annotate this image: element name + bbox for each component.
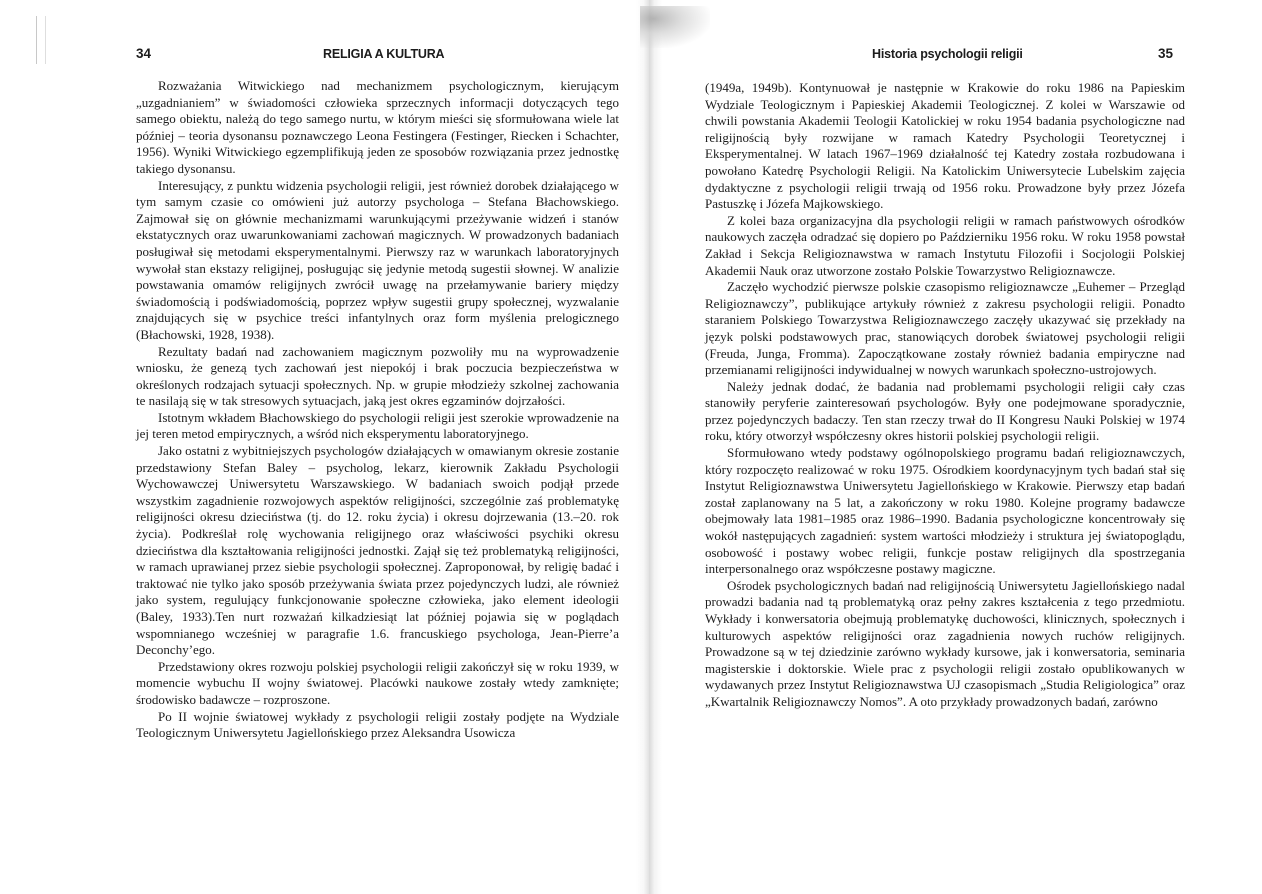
- right-paragraph-3: Należy jednak dodać, że badania nad problemami psychologii religii cały czas stanowiły peryferie zainteresowań psychologów. Były one podejmowane sporadycznie, przez pojedynczych badaczy. Ten stan rzeczy trwał do II Kongresu Nauki Polskiej w 1974 roku, który otworzył współczesny okres historii polskiej psychologii religii.: [705, 378, 1185, 444]
- right-paragraph-1: Z kolei baza organizacyjna dla psychologii religii w ramach państwowych ośrodków naukowych zaczęła odradzać się dopiero po Październiku 1956 roku. W roku 1958 powstał Zakład i Sekcja Religioznawstwa w ramach Instytutu Filozofii i Socjologii Polskiej Akademii Nauk oraz utworzone zostało Polskie Towarzystwo Religioznawcze.: [705, 212, 1185, 278]
- left-paragraph-3: Rezultaty badań nad zachowaniem magicznym pozwoliły mu na wyprowadzenie wniosku, że genezą tych zachowań jest niepokój i brak poczucia bezpieczeństwa w określonych rodzajach sytuacji społecznych. Np. w grupie młodzieży szkolnej zachowania te nasilają się w tak stresowych sytuacjach, jaką jest okres egzaminów dojrzałości.: [136, 343, 619, 409]
- right-page-number: 35: [1158, 46, 1174, 61]
- left-paragraph-5: Jako ostatni z wybitniejszych psychologów działających w omawianym okresie zostanie przedstawiony Stefan Baley – psycholog, lekarz, kierownik Zakładu Psychologii Wychowawczej Uniwersytetu Warszawskiego. W badaniach swoich podjął przede wszystkim zagadnienie rozwojowych aspektów religijności, szczególnie zaś problematykę religijności okresu dzieciństwa (tj. do 12. roku życia) i okresu dojrzewania (13.–20. rok życia). Podkreślał rolę wychowania religijnego oraz właściwości psychiki okresu dzieciństwa dla kształtowania religijności jednostki. Zajął się też problematyką religijności, w ramach uprawianej przez siebie psychologii społecznej. Zaproponował, by religię badać i traktować nie tylko jako sposób przeżywania świata przez pojedynczych ludzi, ale również jako system, regulujący funkcjonowanie społeczne człowieka, jako element ideologii (Baley, 1933).Ten nurt rozważań kilkadziesiąt lat później pojawia się w poglądach wspomnianego wcześniej w paragrafie 1.6. francuskiego psychologa, Jean-Pierre’a Deconchy’ego.: [136, 443, 619, 658]
- right-paragraph-2: Zaczęło wychodzić pierwsze polskie czasopismo religioznawcze „Euhemer – Przegląd Religioznawczy”, publikujące artykuły również z zakresu psychologii religii. Ponadto staraniem Polskiego Towarzystwa Religioznawczego zaczęły ukazywać się przekłady na język polski podstawowych prac, stanowiących dorobek światowej psychologii religii (Freuda, Junga, Fromma). Zapoczątkowane zostały również badania empiryczne nad przemianami religijności indywidualnej w nowych warunkach społeczno-ustrojowych.: [705, 279, 1185, 378]
- right-paragraph-4: Sformułowano wtedy podstawy ogólnopolskiego programu badań religioznawczych, który rozpoczęto realizować w roku 1975. Ośrodkiem koordynacyjnym tych badań stał się Instytut Religioznawstwa Uniwersytetu Jagiellońskiego w Krakowie. Pierwszy etap badań został zaplanowany na 5 lat, a zakończony w roku 1980. Kolejne programy badawcze obejmowały lata 1981–1985 oraz 1986–1990. Badania psychologiczne koncentrowały się wokół następujących zagadnień: system wartości młodzieży i struktura jej światopoglądu, osobowość i postawy wobec religii, funkcje postaw religijnych dla spostrzegania interpersonalnego oraz współczesne postawy magiczne.: [705, 445, 1185, 577]
- left-paragraph-7: Po II wojnie światowej wykłady z psychologii religii zostały podjęte na Wydziale Teologicznym Uniwersytetu Jagiellońskiego przez Aleksandra Usowicza: [136, 708, 619, 741]
- left-running-head: RELIGIA A KULTURA: [323, 47, 445, 61]
- right-paragraph-5: Ośrodek psychologicznych badań nad religijnością Uniwersytetu Jagiellońskiego nadal prowadzi badania nad tą problematyką oraz pełny zakres kształcenia z tego przedmiotu. Wykłady i konwersatoria obejmują problematykę duchowości, klinicznych, społecznych i kulturowych aspektów religijności oraz zagadnienia nowych ruchów religijnych. Prowadzone są w tej dziedzinie zarówno wykłady kursowe, jak i konwersatoria, seminaria magisterskie i doktorskie. Wiele prac z psychologii religii zostało opublikowanych w wydawanych przez Instytut Religioznawstwa UJ czasopismach „Studia Religiologica” oraz „Kwartalnik Religioznawczy Nomos”. A oto przykłady prowadzonych badań, zarówno: [705, 577, 1185, 709]
- left-paragraph-4: Istotnym wkładem Błachowskiego do psychologii religii jest szerokie wprowadzenie na jej teren metod empirycznych, a wśród nich eksperymentu laboratoryjnego.: [136, 409, 619, 442]
- right-running-head: Historia psychologii religii: [872, 47, 1023, 61]
- left-page-body: [136, 78, 619, 742]
- left-paragraph-2: Interesujący, z punktu widzenia psychologii religii, jest również dorobek działającego w tym samym czasie co omówieni już autorzy psychologa – Stefana Błachowskiego. Zajmował się on głównie mechanizmami warunkującymi przeżywanie widzeń i stanów ekstatycznych oraz uwarunkowaniami zachowań magicznych. W prowadzonych badaniach posługiwał się metodami eksperymentalnymi. Pierwszy raz w warunkach laboratoryjnych wywołał stan ekstazy religijnej, posługując się jedynie metodą sugestii słownej. W analizie powstawania omamów religijnych zwrócił uwagę na przełamywanie bariery między świadomością i podświadomością, poprzez wpływ sugestii grupy społecznej, wyzwalanie znajdujących się w psychice treści infantylnych oraz form myślenia prelogicznego (Błachowski, 1928, 1938).: [136, 177, 619, 342]
- left-paragraph-1: Rozważania Witwickiego nad mechanizmem psychologicznym, kierującym „uzgadnianiem” w świadomości człowieka sprzecznych informacji dotyczących tego samego obiektu, należą do tego samego nurtu, w którym mieści się sformułowana wiele lat później – teoria dysonansu poznawczego Leona Festingera (Festinger, Riecken i Schachter, 1956). Wyniki Witwickiego egzemplifikują jeden ze sposobów rozwiązania przez jednostkę takiego dysonansu.: [136, 78, 619, 176]
- right-page-body: [705, 80, 1185, 711]
- left-paragraph-6: Przedstawiony okres rozwoju polskiej psychologii religii zakończył się w roku 1939, w momencie wybuchu II wojny światowej. Placówki naukowe zostały wtedy zamknięte; środowisko badawcze – rozproszone.: [136, 658, 619, 707]
- right-page: [640, 0, 1262, 894]
- right-continuation-paragraph: (1949a, 1949b). Kontynuował je następnie w Krakowie do roku 1986 na Papieskim Wydziale Teologicznym i Papieskiej Akademii Teologicznej. Z kolei w Warszawie od chwili powstania Akademii Teologii Katolickiej w roku 1954 badania psychologiczne nad religijnością były rozwijane w ramach Katedry Psychologii Teoretycznej i Eksperymentalnej. W latach 1967–1969 działalność tej Katedry została rozbudowana i powołano Katedrę Psychologii Religii. Na Katolickim Uniwersytecie Lubelskim zajęcia dydaktyczne z psychologii religii trwają od 1956 roku. Prowadzone były przez Józefa Pastuszkę i Józefa Majkowskiego.: [705, 80, 1185, 212]
- left-page-number: 34: [136, 46, 152, 61]
